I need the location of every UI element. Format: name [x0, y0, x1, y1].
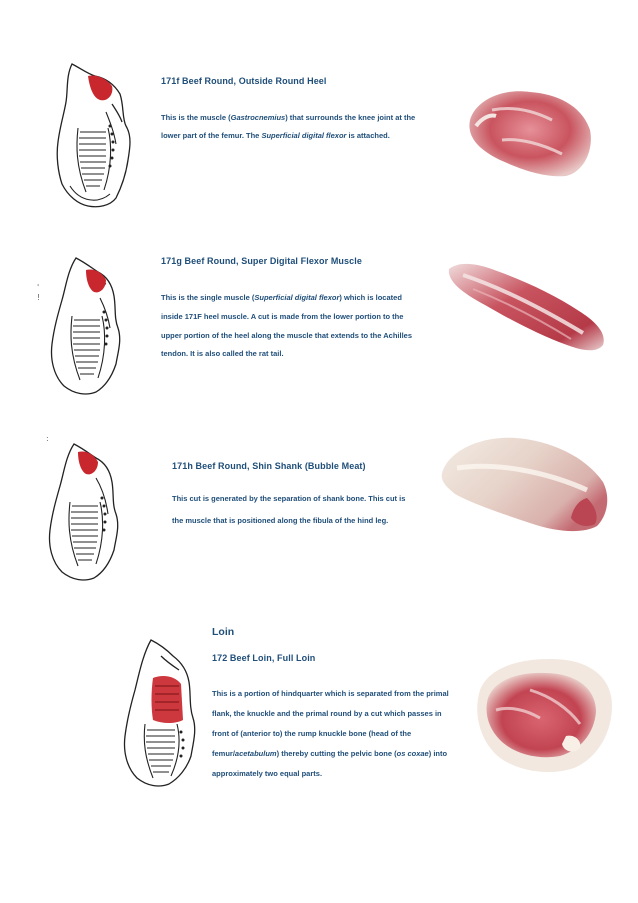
section-body-line: This is the single muscle (Superficial digital flexor) which is located [161, 293, 402, 302]
section-title: 171h Beef Round, Shin Shank (Bubble Meat) [172, 461, 366, 471]
section-body-line: the muscle that is positioned along the fibula of the hind leg. [172, 516, 389, 525]
section-body-line: flank, the knuckle and the primal round by a cut which passes in [212, 709, 442, 718]
section-body-line: This is a portion of hindquarter which is separated from the primal [212, 689, 449, 698]
section-body-line: lower part of the femur. The Superficial digital flexor is attached. [161, 131, 390, 140]
section-body-line: front of (anterior to) the rump knuckle bone (head of the [212, 729, 412, 738]
beef-carcass-diagram-icon [117, 634, 217, 794]
section-body-line: approximately two equal parts. [212, 769, 323, 778]
section-body-line: This is the muscle (Gastrocnemius) that surrounds the knee joint at the [161, 113, 416, 122]
section-title: 171g Beef Round, Super Digital Flexor Muscle [161, 256, 362, 266]
beef-carcass-diagram-icon [50, 56, 150, 216]
meat-cut-photo-icon [470, 650, 618, 780]
section-body-line: tendon. It is also called the rat tail. [161, 349, 284, 358]
page-margin-mark: ' ! [37, 283, 41, 302]
section-body-line: This cut is generated by the separation of shank bone. This cut is [172, 494, 406, 503]
section-body-line: inside 171F heel muscle. A cut is made from the lower portion to the [161, 312, 404, 321]
section-body-line: femur/acetabulum) thereby cutting the pelvic bone (os coxae) into [212, 749, 448, 758]
beef-carcass-diagram-icon [40, 252, 140, 402]
page-margin-mark: : [46, 434, 49, 443]
section-body-line: upper portion of the heel along the muscle that extends to the Achilles [161, 331, 413, 340]
beef-carcass-diagram-icon [38, 438, 138, 588]
meat-cut-photo-icon [443, 255, 613, 355]
section-title: 171f Beef Round, Outside Round Heel [161, 76, 327, 86]
meat-cut-photo-icon [462, 80, 602, 180]
section-title: 172 Beef Loin, Full Loin [212, 653, 316, 663]
meat-cut-photo-icon [437, 428, 617, 538]
category-heading: Loin [212, 626, 235, 638]
